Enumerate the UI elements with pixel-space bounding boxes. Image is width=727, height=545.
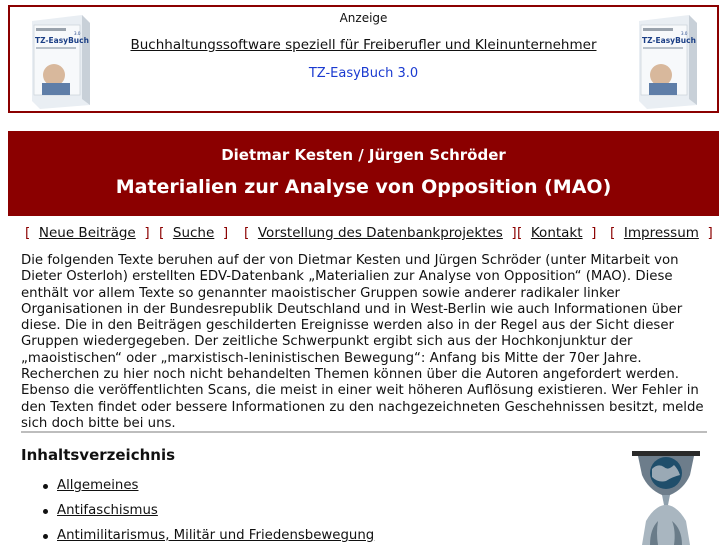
nav-item-suche[interactable]: [ Suche ] <box>159 225 229 241</box>
svg-text:TZ-EasyBuch: TZ-EasyBuch <box>35 36 89 45</box>
nav-link-label[interactable]: Kontakt <box>530 225 583 241</box>
list-item <box>40 503 374 528</box>
ad-product-link[interactable]: TZ-EasyBuch 3.0 <box>308 66 419 81</box>
ad-banner[interactable] <box>8 5 719 113</box>
intro-paragraph: Die folgenden Texte beruhen auf der von Dietmar Kesten und Jürgen Schröder (unter Mitarbeit von Dieter Osterloh) erstellten EDV-Datenbank „Materialien zur Analyse von Opposition“ (MAO). Diese enthält vor allem Texte so genannter maoistischer Gruppen sowie anderer radikaler linker Organisationen in der Bundesrepublik Deutschland und in West-Berlin wie auch Informationen über diese. Die in den Beiträgen geschilderten Ereignisse werden also in der Regel aus der Sicht dieser Gruppen wiedergegeben. Der zeitliche Schwerpunkt ergibt sich aus der Hochkonjunktur der „maoistischen“ oder „marxistisch-leninistischen Bewegung“: Anfang bis Mitte der 70er Jahre. Recherchen zu hier noch nicht behandelten Themen können über die Autoren angefordert werden. Ebenso die veröffentlichten Scans, die meist in einer weit höheren Auflösung existieren. Wer Fehler in den Texten findet oder bessere Informationen zu den nachgezeichneten Geschehnissen besitzt, melde sich doch bitte bei uns. <box>21 253 704 431</box>
divider <box>21 431 707 433</box>
svg-text:3.0: 3.0 <box>74 31 81 36</box>
nav-link-label[interactable]: Vorstellung des Datenbankprojektes <box>257 225 503 241</box>
nav-link-label[interactable]: Impressum <box>623 225 699 241</box>
bullet-icon <box>43 509 48 514</box>
nav-link-label[interactable]: Suche <box>172 225 215 241</box>
site-title: Materialien zur Analyse von Opposition (MAO) <box>115 176 612 198</box>
ad-headline-link[interactable]: Buchhaltungssoftware speziell für Freiberufler und Kleinunternehmer <box>130 37 597 53</box>
nav-item-kontakt[interactable]: [ Kontakt ] <box>517 225 597 241</box>
list-item <box>40 478 374 503</box>
toc-heading: Inhaltsverzeichnis <box>21 446 176 464</box>
nav-item-impressum[interactable]: [ Impressum ] <box>610 225 713 241</box>
toc-link-antimilitarismus[interactable]: Antimilitarismus, Militär und Friedensbewegung <box>57 528 375 543</box>
main-nav <box>8 225 719 243</box>
svg-text:TZ-EasyBuch: TZ-EasyBuch <box>642 36 696 45</box>
nav-item-vorstellung[interactable]: [ Vorstellung des Datenbankprojektes ] <box>244 225 517 241</box>
nav-item-neue-beitraege[interactable]: [ Neue Beiträge ] <box>25 225 150 241</box>
software-box-icon[interactable] <box>631 11 703 109</box>
bullet-icon <box>43 484 48 489</box>
site-authors: Dietmar Kesten / Jürgen Schröder <box>221 146 506 164</box>
ad-label: Anzeige <box>339 11 388 25</box>
toc-link-antifaschismus[interactable]: Antifaschismus <box>57 503 158 518</box>
software-box-icon[interactable] <box>24 11 96 109</box>
svg-text:3.0: 3.0 <box>681 31 688 36</box>
wikileaks-hourglass-icon <box>628 447 704 545</box>
nav-link-label[interactable]: Neue Beiträge <box>38 225 136 241</box>
toc-list <box>40 478 374 545</box>
list-item <box>40 528 374 545</box>
toc-link-allgemeines[interactable]: Allgemeines <box>57 478 139 493</box>
bullet-icon <box>43 534 48 539</box>
site-header <box>8 131 719 216</box>
